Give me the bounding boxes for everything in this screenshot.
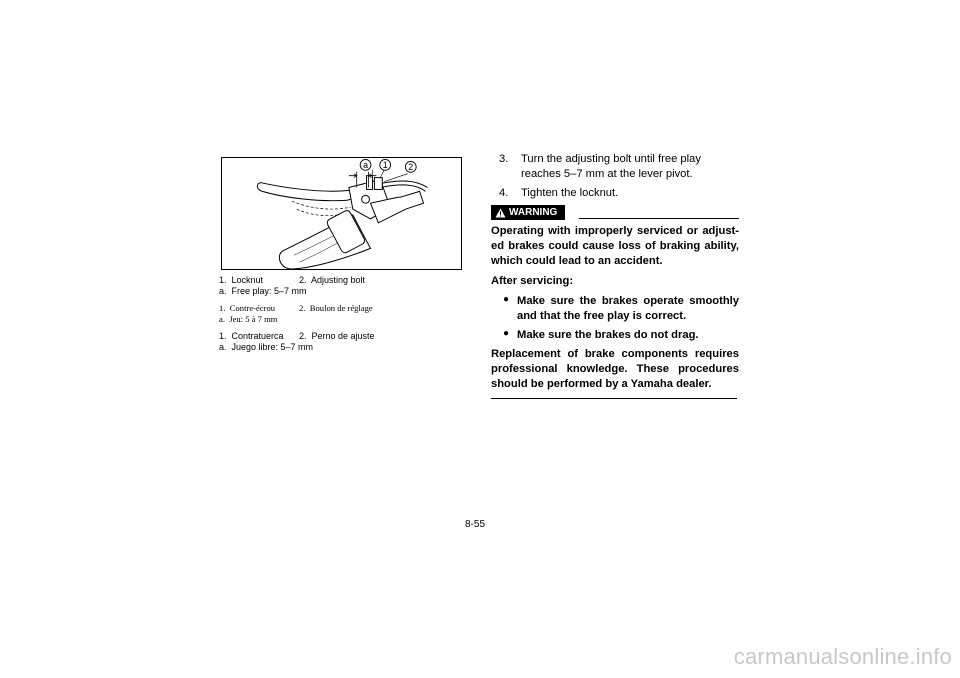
watermark[interactable]: carmanualsonline.info xyxy=(733,644,952,669)
after-servicing-heading: After servicing: xyxy=(491,275,574,287)
caption-item-a: a. Juego libre: 5–7 mm xyxy=(219,342,314,352)
caption-spanish xyxy=(219,331,469,353)
bullet-text: Make sure the brakes do not drag. xyxy=(517,329,699,341)
callout-a xyxy=(360,159,371,170)
caption-item-a: a. Jeu: 5 à 7 mm xyxy=(219,314,278,324)
step-number: 3. xyxy=(499,153,509,165)
warning-label: WARNING xyxy=(509,207,558,218)
warning-triangle-icon xyxy=(495,208,506,218)
caption-english xyxy=(219,275,469,297)
warning-end-rule xyxy=(491,398,737,399)
caption-item-2: 2. Perno de ajuste xyxy=(299,331,375,341)
caption-item-2: 2. Adjusting bolt xyxy=(299,275,366,285)
step-4 xyxy=(491,186,739,201)
caption-item-2: 2. Boulon de réglage xyxy=(299,303,373,313)
callout-2 xyxy=(405,161,416,172)
bullet-text: Make sure the brakes operate smoothly and that the free play is correct. xyxy=(517,295,739,322)
step-3 xyxy=(491,152,739,182)
caption-item-1: 1. Locknut xyxy=(219,275,264,285)
step-text: Turn the adjusting bolt until free play reaches 5–7 mm at the lever pivot. xyxy=(521,153,701,180)
step-text: Tighten the locknut. xyxy=(521,187,619,199)
warning-heading xyxy=(491,205,739,220)
warning-paragraph: Operating with improperly serviced or adjust-ed brakes could cause loss of braking ability, which could lead to an accident. xyxy=(491,225,739,267)
bullet-item xyxy=(491,328,739,343)
bullet-dot-icon: ● xyxy=(503,328,510,339)
figure-captions xyxy=(219,275,469,359)
caption-item-a: a. Free play: 5–7 mm xyxy=(219,286,307,296)
caption-french xyxy=(219,303,469,325)
callout-1 xyxy=(380,159,391,170)
page-number: 8-55 xyxy=(465,519,486,530)
svg-text:2: 2 xyxy=(408,161,414,172)
warning-badge xyxy=(491,205,565,220)
svg-text:1: 1 xyxy=(382,159,388,170)
caption-item-1: 1. Contre-écrou xyxy=(219,303,276,313)
caption-item-1: 1. Contratuerca xyxy=(219,331,284,341)
instructions-column xyxy=(491,152,739,399)
bullet-dot-icon: ● xyxy=(503,294,510,305)
closing-paragraph: Replacement of brake components requires professional knowledge. These procedures should be performed by a Yamaha dealer. xyxy=(491,348,739,390)
step-number: 4. xyxy=(499,187,509,199)
bullet-item xyxy=(491,294,739,324)
warning-rule xyxy=(579,218,739,219)
svg-text:a: a xyxy=(363,159,369,170)
brake-lever-illustration xyxy=(221,157,462,270)
